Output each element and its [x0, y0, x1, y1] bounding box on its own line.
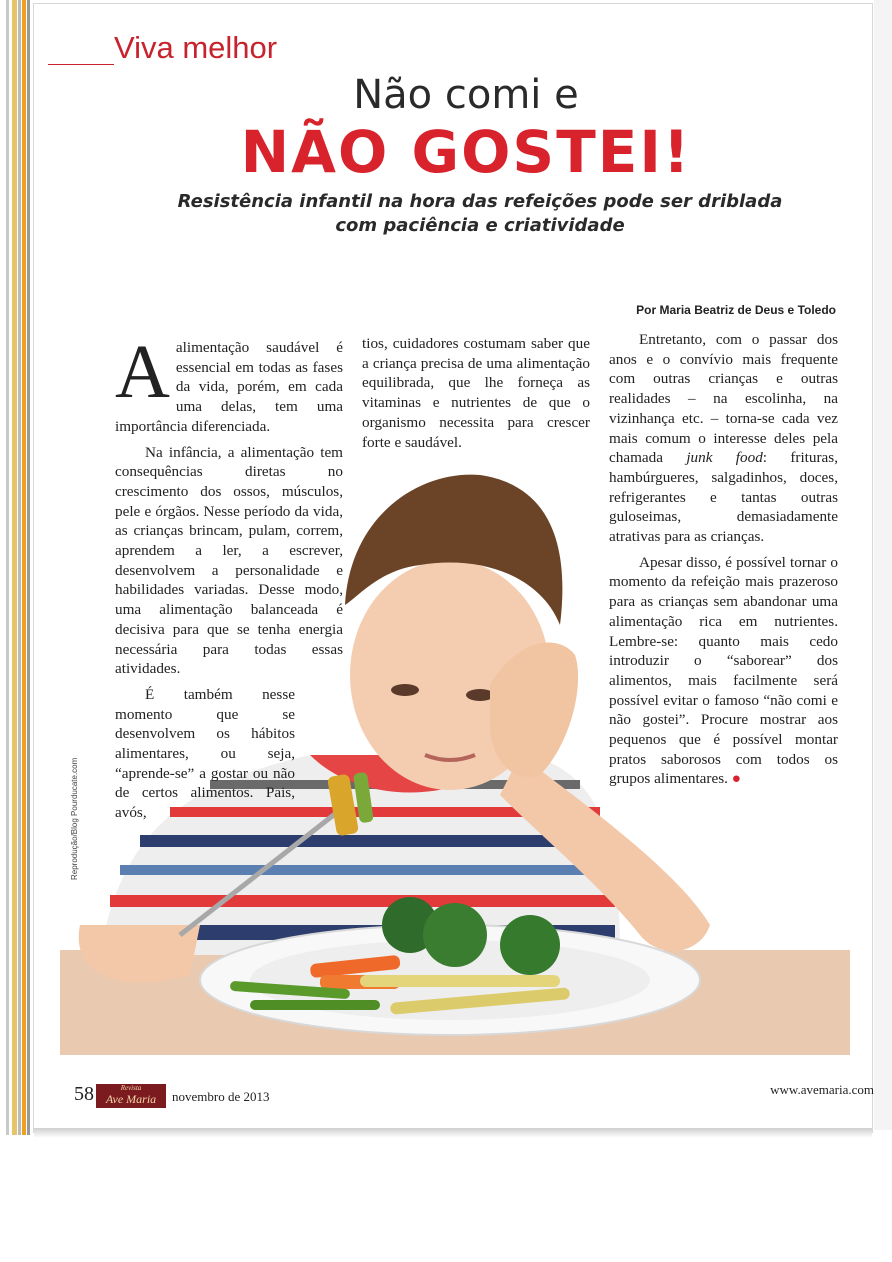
col1-paragraph-1: alimentação saudável é essencial em todas as fases da vida, porém, em cada uma delas, tem uma importância diferenciada. [115, 339, 343, 435]
drop-cap: A [115, 330, 170, 414]
section-label: Viva melhor [114, 30, 278, 65]
end-mark-icon: ● [731, 770, 741, 788]
photo-credit-text: Reprodução/Blog Pourducate.com [70, 757, 79, 880]
logo-small-text: Revista [120, 1084, 142, 1092]
page-number: 58 [74, 1083, 94, 1105]
col3-p2-text: Apesar disso, é possível tornar o momento da refeição mais prazeroso para as crianças sem abandonar uma alimentação rica em nutrientes. Lembre-se: quanto mais cedo introduzir o “saborear” dos alimentos, mais facilmente será possível evitar o famoso “não comi e não gostei”. Procure mostrar aos pequenos que é possível montar pratos saborosos com todos os grupos alimentares. [609, 553, 838, 788]
col1-paragraph-3: É também nesse momento que se desenvolvem os hábitos alimentares, ou seja, “aprende-se” a gostar ou não de certos alimentos. Pais, avós, [115, 685, 295, 822]
col3-p1-text-a: Entretanto, com o passar dos anos e o convívio mais frequente com outras crianças e outras realidades – na escolinha, na vizinhança etc. – torna-se cada vez mais comum o interesse deles pela chamada [609, 331, 838, 467]
photo-credit [70, 757, 90, 880]
col3-p1-text-b: : frituras, hambúrgueres, salgadinhos, doces, refrigerantes e tantas outras guloseimas, demasiadamente atrativas para as crianças. [609, 449, 839, 546]
col3-paragraph-2 [609, 553, 838, 789]
junk-food-term: junk food [686, 449, 763, 467]
article-column-3 [609, 330, 838, 795]
left-eye [391, 684, 419, 696]
logo-main-text: Ave Maria [105, 1092, 157, 1106]
col1-paragraph-2: Na infância, a alimentação tem consequências diretas no crescimento dos ossos, músculos, pele e órgãos. Nesse período da vida, as crianças brincam, pulam, correm, aprendem a ler, a escrever, desenvolvem a personalidade e habilidades variadas. Desse modo, uma alimentação balanceada é decisiva para que se tenha energia necessária para todas essas atividades. [115, 443, 343, 678]
issue-date: novembro de 2013 [172, 1089, 270, 1104]
col3-paragraph-1 [609, 330, 838, 547]
right-eye [466, 689, 494, 701]
byline: Por Maria Beatriz de Deus e Toledo [636, 303, 836, 317]
article-column-1 [115, 330, 343, 829]
headline-line1: Não comi e [353, 72, 579, 118]
article-column-2 [362, 334, 590, 458]
page-shadow [34, 1128, 872, 1138]
headline-line2: NÃO GOSTEI! [240, 118, 692, 186]
section-rule [48, 64, 114, 65]
subtitle: Resistência infantil na hora das refeições pode ser driblada com paciência e criatividade [177, 191, 783, 236]
website-url: www.avemaria.com [770, 1082, 874, 1097]
magazine-logo [96, 1084, 166, 1108]
col2-paragraph-1: tios, cuidadores costumam saber que a criança precisa de uma alimentação equilibrada, que lhe forneça as vitaminas e nutrientes de que o organismo necessita para crescer forte e saudável. [362, 335, 590, 451]
